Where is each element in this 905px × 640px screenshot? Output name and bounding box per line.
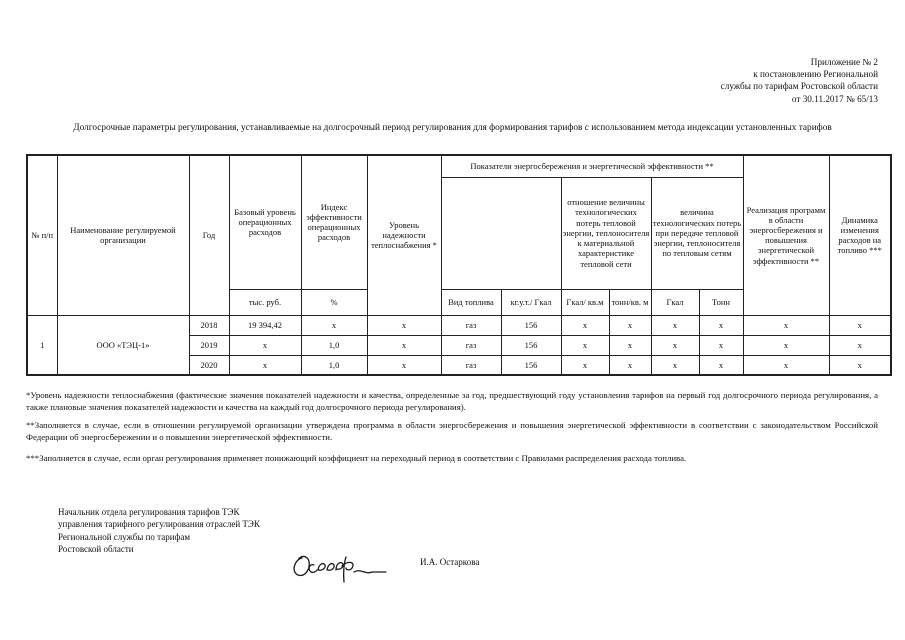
cell-index: х bbox=[301, 315, 367, 335]
cell-fuel-type: газ bbox=[441, 355, 501, 375]
cell-ton-m2: х bbox=[609, 355, 651, 375]
header-reliability: Уровень надежности теплоснабжения * bbox=[367, 155, 441, 315]
unit-percent: % bbox=[301, 289, 367, 315]
cell-index: 1,0 bbox=[301, 355, 367, 375]
signer-name: И.А. Остаркова bbox=[420, 557, 480, 567]
unit-fuel-type: Вид топлива bbox=[441, 289, 501, 315]
cell-base: х bbox=[229, 335, 301, 355]
cell-programs: х bbox=[743, 355, 829, 375]
appendix-line-2: к постановлению Региональной bbox=[753, 69, 878, 80]
header-fuel-dynamics: Динамика изменения расходов на топливо *** bbox=[829, 155, 891, 315]
unit-thousand-rub: тыс. руб. bbox=[229, 289, 301, 315]
cell-fuel-type: газ bbox=[441, 335, 501, 355]
cell-ton-m2: х bbox=[609, 335, 651, 355]
document-title: Долгосрочные параметры регулирования, устанавливаемые на долгосрочный период регулирования для формирования тарифов с использованием метода индексации установленных тарифов bbox=[73, 123, 832, 133]
header-base-level: Базовый уровень операционных расходов bbox=[229, 155, 301, 289]
header-energy-indicators: Показатели энергосбережения и энергетической эффективности ** bbox=[441, 155, 743, 177]
cell-organization: ООО «ТЭЦ-1» bbox=[57, 315, 189, 375]
signatory-line-2: управления тарифного регулирования отраслей ТЭК bbox=[58, 519, 260, 530]
header-empty-fuel-group bbox=[441, 177, 561, 289]
cell-year: 2018 bbox=[189, 315, 229, 335]
cell-index: 1,0 bbox=[301, 335, 367, 355]
cell-dynamics: х bbox=[829, 315, 891, 335]
footnote-reliability: *Уровень надежности теплоснабжения (фактические значения показателей надежности и качества, определенные за год, предшествующий году установления тарифов на первый год долгосрочного периода регулирования, а также плановые значения показателей надежности и качества на каждый год долгосрочного периода регулирования). bbox=[26, 390, 878, 412]
header-loss-ratio: отношение величины технологических потерь тепловой энергии, теплоносителя к материальной характеристике тепловой сети bbox=[561, 177, 651, 289]
appendix-line-3: службы по тарифам Ростовской области bbox=[720, 81, 878, 92]
signatory-position bbox=[58, 506, 260, 556]
cell-gcal: х bbox=[651, 355, 699, 375]
header-efficiency-index: Индекс эффективности операционных расходов bbox=[301, 155, 367, 289]
parameters-table bbox=[26, 154, 892, 376]
unit-fuel-rate: кг.у.т./ Гкал bbox=[501, 289, 561, 315]
cell-dynamics: х bbox=[829, 355, 891, 375]
cell-base: 19 394,42 bbox=[229, 315, 301, 335]
footnote-energy-program: **Заполняется в случае, если в отношении регулируемой организации утверждена программа в области энергосбережения и повышения энергетической эффективности в соответствии с законодательством Российской Федерации об энергосбережении и о повышении энергетической эффективности. bbox=[26, 420, 878, 442]
cell-fuel-rate: 156 bbox=[501, 355, 561, 375]
unit-gcal: Гкал bbox=[651, 289, 699, 315]
cell-programs: х bbox=[743, 335, 829, 355]
header-loss-value: величина технологических потерь при передаче тепловой энергии, теплоносителя по тепловым сетям bbox=[651, 177, 743, 289]
cell-year: 2020 bbox=[189, 355, 229, 375]
cell-gcal-m2: х bbox=[561, 335, 609, 355]
cell-ton: х bbox=[699, 355, 743, 375]
header-year: Год bbox=[189, 155, 229, 315]
cell-dynamics: х bbox=[829, 335, 891, 355]
cell-gcal: х bbox=[651, 335, 699, 355]
appendix-header bbox=[721, 56, 878, 105]
signatory-line-1: Начальник отдела регулирования тарифов ТЭК bbox=[58, 507, 240, 517]
cell-reliability: х bbox=[367, 355, 441, 375]
cell-fuel-type: газ bbox=[441, 315, 501, 335]
appendix-line-1: Приложение № 2 bbox=[810, 57, 878, 67]
cell-reliability: х bbox=[367, 315, 441, 335]
cell-ton-m2: х bbox=[609, 315, 651, 335]
header-num: № п/п bbox=[27, 155, 57, 315]
cell-reliability: х bbox=[367, 335, 441, 355]
cell-programs: х bbox=[743, 315, 829, 335]
cell-gcal-m2: х bbox=[561, 315, 609, 335]
signatory-line-4: Ростовской области bbox=[58, 544, 134, 555]
cell-ton: х bbox=[699, 315, 743, 335]
cell-ton: х bbox=[699, 335, 743, 355]
header-programs: Реализация программ в области энергосбережения и повышения энергетической эффективности ** bbox=[743, 155, 829, 315]
footnote-fuel-coefficient: ***Заполняется в случае, если орган регулирования применяет понижающий коэффициент на переходный период в соответствии с Правилами распределения расхода топлива. bbox=[26, 453, 687, 463]
unit-gcal-m2: Гкал/ кв.м bbox=[561, 289, 609, 315]
cell-gcal-m2: х bbox=[561, 355, 609, 375]
appendix-line-4: от 30.11.2017 № 65/13 bbox=[791, 93, 878, 104]
handwritten-signature bbox=[288, 548, 388, 584]
table-row bbox=[27, 315, 891, 335]
signatory-line-3: Региональной службы по тарифам bbox=[58, 531, 191, 542]
cell-base: х bbox=[229, 355, 301, 375]
cell-fuel-rate: 156 bbox=[501, 315, 561, 335]
header-organization: Наименование регулируемой организации bbox=[57, 155, 189, 315]
unit-ton-m2: тонн/кв. м bbox=[609, 289, 651, 315]
cell-num: 1 bbox=[27, 315, 57, 375]
cell-gcal: х bbox=[651, 315, 699, 335]
cell-fuel-rate: 156 bbox=[501, 335, 561, 355]
unit-ton: Тонн bbox=[699, 289, 743, 315]
cell-year: 2019 bbox=[189, 335, 229, 355]
